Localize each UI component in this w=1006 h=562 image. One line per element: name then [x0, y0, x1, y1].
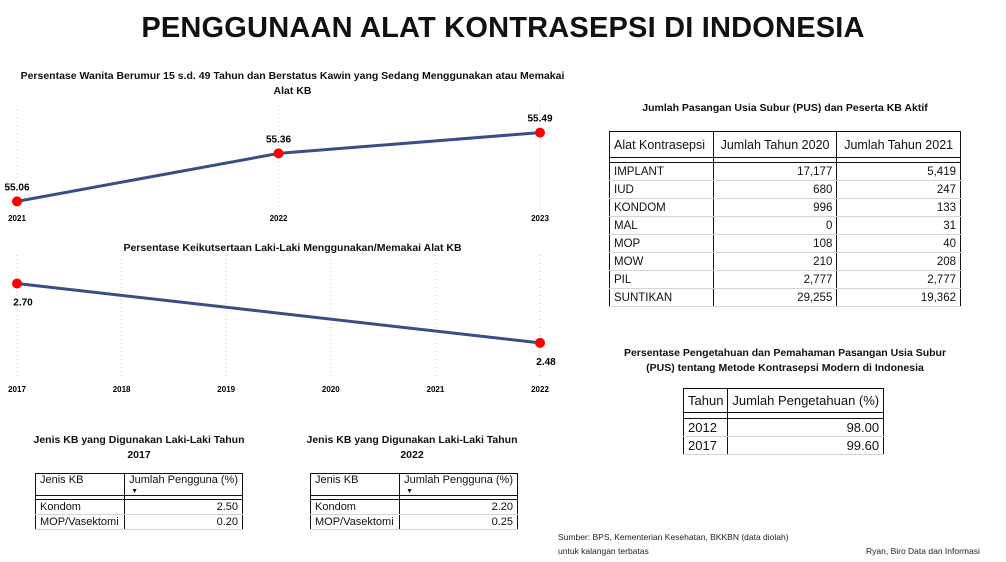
men2017-col-header-label: Jumlah Pengguna (%)	[129, 474, 238, 486]
table-row	[610, 217, 961, 235]
data-label: 55.36	[265, 134, 292, 146]
pus-col-header: Jumlah Tahun 2020	[713, 132, 837, 158]
cell: 0	[713, 217, 837, 235]
table-row	[610, 253, 961, 271]
cell: 2.50	[125, 500, 243, 515]
cell: 996	[713, 199, 837, 217]
x-tick-label: 2021	[426, 385, 445, 394]
men2022-table-title: Jenis KB yang Digunakan Laki-Laki Tahun 2022	[306, 434, 518, 461]
men2017-table-title: Jenis KB yang Digunakan Laki-Laki Tahun 2017	[33, 434, 245, 461]
cell: 31	[837, 217, 961, 235]
table-row	[311, 500, 518, 515]
table-row	[610, 199, 961, 217]
chart1-title: Persentase Wanita Berumur 15 s.d. 49 Tahun dan Berstatus Kawin yang Sedang Menggunakan atau Memakai Alat KB	[20, 70, 565, 97]
cell: 2.20	[400, 500, 518, 515]
data-point	[12, 196, 22, 206]
table-row	[610, 271, 961, 289]
cell: 19,362	[837, 289, 961, 307]
cell: MOP	[610, 235, 714, 253]
cell: MAL	[610, 217, 714, 235]
cell: 99.60	[728, 437, 884, 455]
knowledge-col-header: Tahun	[684, 389, 728, 413]
cell: 0.20	[125, 515, 243, 530]
men2022-col-header: Jenis KB	[311, 474, 400, 496]
table-row	[311, 515, 518, 530]
knowledge-col-header: Jumlah Pengetahuan (%)	[728, 389, 884, 413]
cell: MOP/Vasektomi	[311, 515, 400, 530]
women-kb-line-chart	[0, 105, 580, 235]
cell: KONDOM	[610, 199, 714, 217]
data-point	[535, 338, 545, 348]
cell: PIL	[610, 271, 714, 289]
cell: IMPLANT	[610, 163, 714, 181]
data-point	[274, 148, 284, 158]
men-kb-2022-table	[310, 473, 518, 530]
men2022-col-header	[400, 474, 518, 496]
cell: 210	[713, 253, 837, 271]
data-point	[12, 279, 22, 289]
cell: 247	[837, 181, 961, 199]
x-tick-label: 2023	[531, 214, 549, 223]
cell: MOW	[610, 253, 714, 271]
cell: 2,777	[837, 271, 961, 289]
source-note	[558, 530, 789, 558]
series-line	[17, 284, 540, 343]
cell: MOP/Vasektomi	[36, 515, 125, 530]
cell: 2017	[684, 437, 728, 455]
data-label: 2.70	[13, 297, 33, 309]
cell: 98.00	[728, 419, 884, 437]
cell: Kondom	[311, 500, 400, 515]
men-kb-2017-table	[35, 473, 243, 530]
data-label: 55.06	[4, 182, 30, 194]
data-label: 2.48	[536, 356, 556, 368]
cell: 29,255	[713, 289, 837, 307]
table-row	[684, 419, 884, 437]
pus-col-header: Jumlah Tahun 2021	[837, 132, 961, 158]
chart2-title: Persentase Keikutsertaan Laki-Laki Menggunakan/Memakai Alat KB	[123, 242, 462, 254]
cell: Kondom	[36, 500, 125, 515]
x-tick-label: 2019	[217, 385, 236, 394]
cell: 108	[713, 235, 837, 253]
cell: 2012	[684, 419, 728, 437]
data-label: 55.49	[527, 113, 553, 125]
source-line-1: Sumber: BPS, Kementerian Kesehatan, BKKBN (data diolah)	[558, 532, 789, 542]
pus-table	[609, 131, 961, 307]
x-tick-label: 2018	[112, 385, 131, 394]
men2017-col-header	[125, 474, 243, 496]
cell: 208	[837, 253, 961, 271]
table-row	[610, 289, 961, 307]
men2022-col-header-label: Jumlah Pengguna (%)	[404, 474, 513, 486]
sort-down-icon[interactable]: ▼	[131, 488, 139, 495]
dashboard-title: PENGGUNAAN ALAT KONTRASEPSI DI INDONESIA	[141, 12, 865, 44]
cell: 17,177	[713, 163, 837, 181]
source-line-2: untuk kalangan terbatas	[558, 546, 649, 556]
cell: SUNTIKAN	[610, 289, 714, 307]
table-row	[684, 437, 884, 455]
author-note: Ryan, Biro Data dan Informasi	[866, 546, 980, 556]
table-row	[36, 515, 243, 530]
cell: 40	[837, 235, 961, 253]
x-tick-label: 2022	[269, 214, 288, 223]
cell: 0.25	[400, 515, 518, 530]
men2017-col-header: Jenis KB	[36, 474, 125, 496]
knowledge-table	[683, 388, 884, 455]
cell: 2,777	[713, 271, 837, 289]
x-tick-label: 2020	[321, 385, 340, 394]
x-tick-label: 2017	[8, 385, 26, 394]
table-row	[610, 181, 961, 199]
x-tick-label: 2021	[8, 214, 26, 223]
table-row	[610, 163, 961, 181]
pus-col-header: Alat Kontrasepsi	[610, 132, 714, 158]
pus-table-title: Jumlah Pasangan Usia Subur (PUS) dan Peserta KB Aktif	[642, 102, 928, 114]
data-point	[535, 128, 545, 138]
x-tick-label: 2022	[531, 385, 549, 394]
cell: IUD	[610, 181, 714, 199]
men-kb-line-chart	[0, 255, 580, 400]
cell: 133	[837, 199, 961, 217]
cell: 5,419	[837, 163, 961, 181]
table-row	[610, 235, 961, 253]
cell: 680	[713, 181, 837, 199]
sort-down-icon[interactable]: ▼	[406, 488, 414, 495]
table-row	[36, 500, 243, 515]
knowledge-table-title: Persentase Pengetahuan dan Pemahaman Pasangan Usia Subur (PUS) tentang Metode Kontrasepsi Modern di Indonesia	[623, 347, 947, 374]
